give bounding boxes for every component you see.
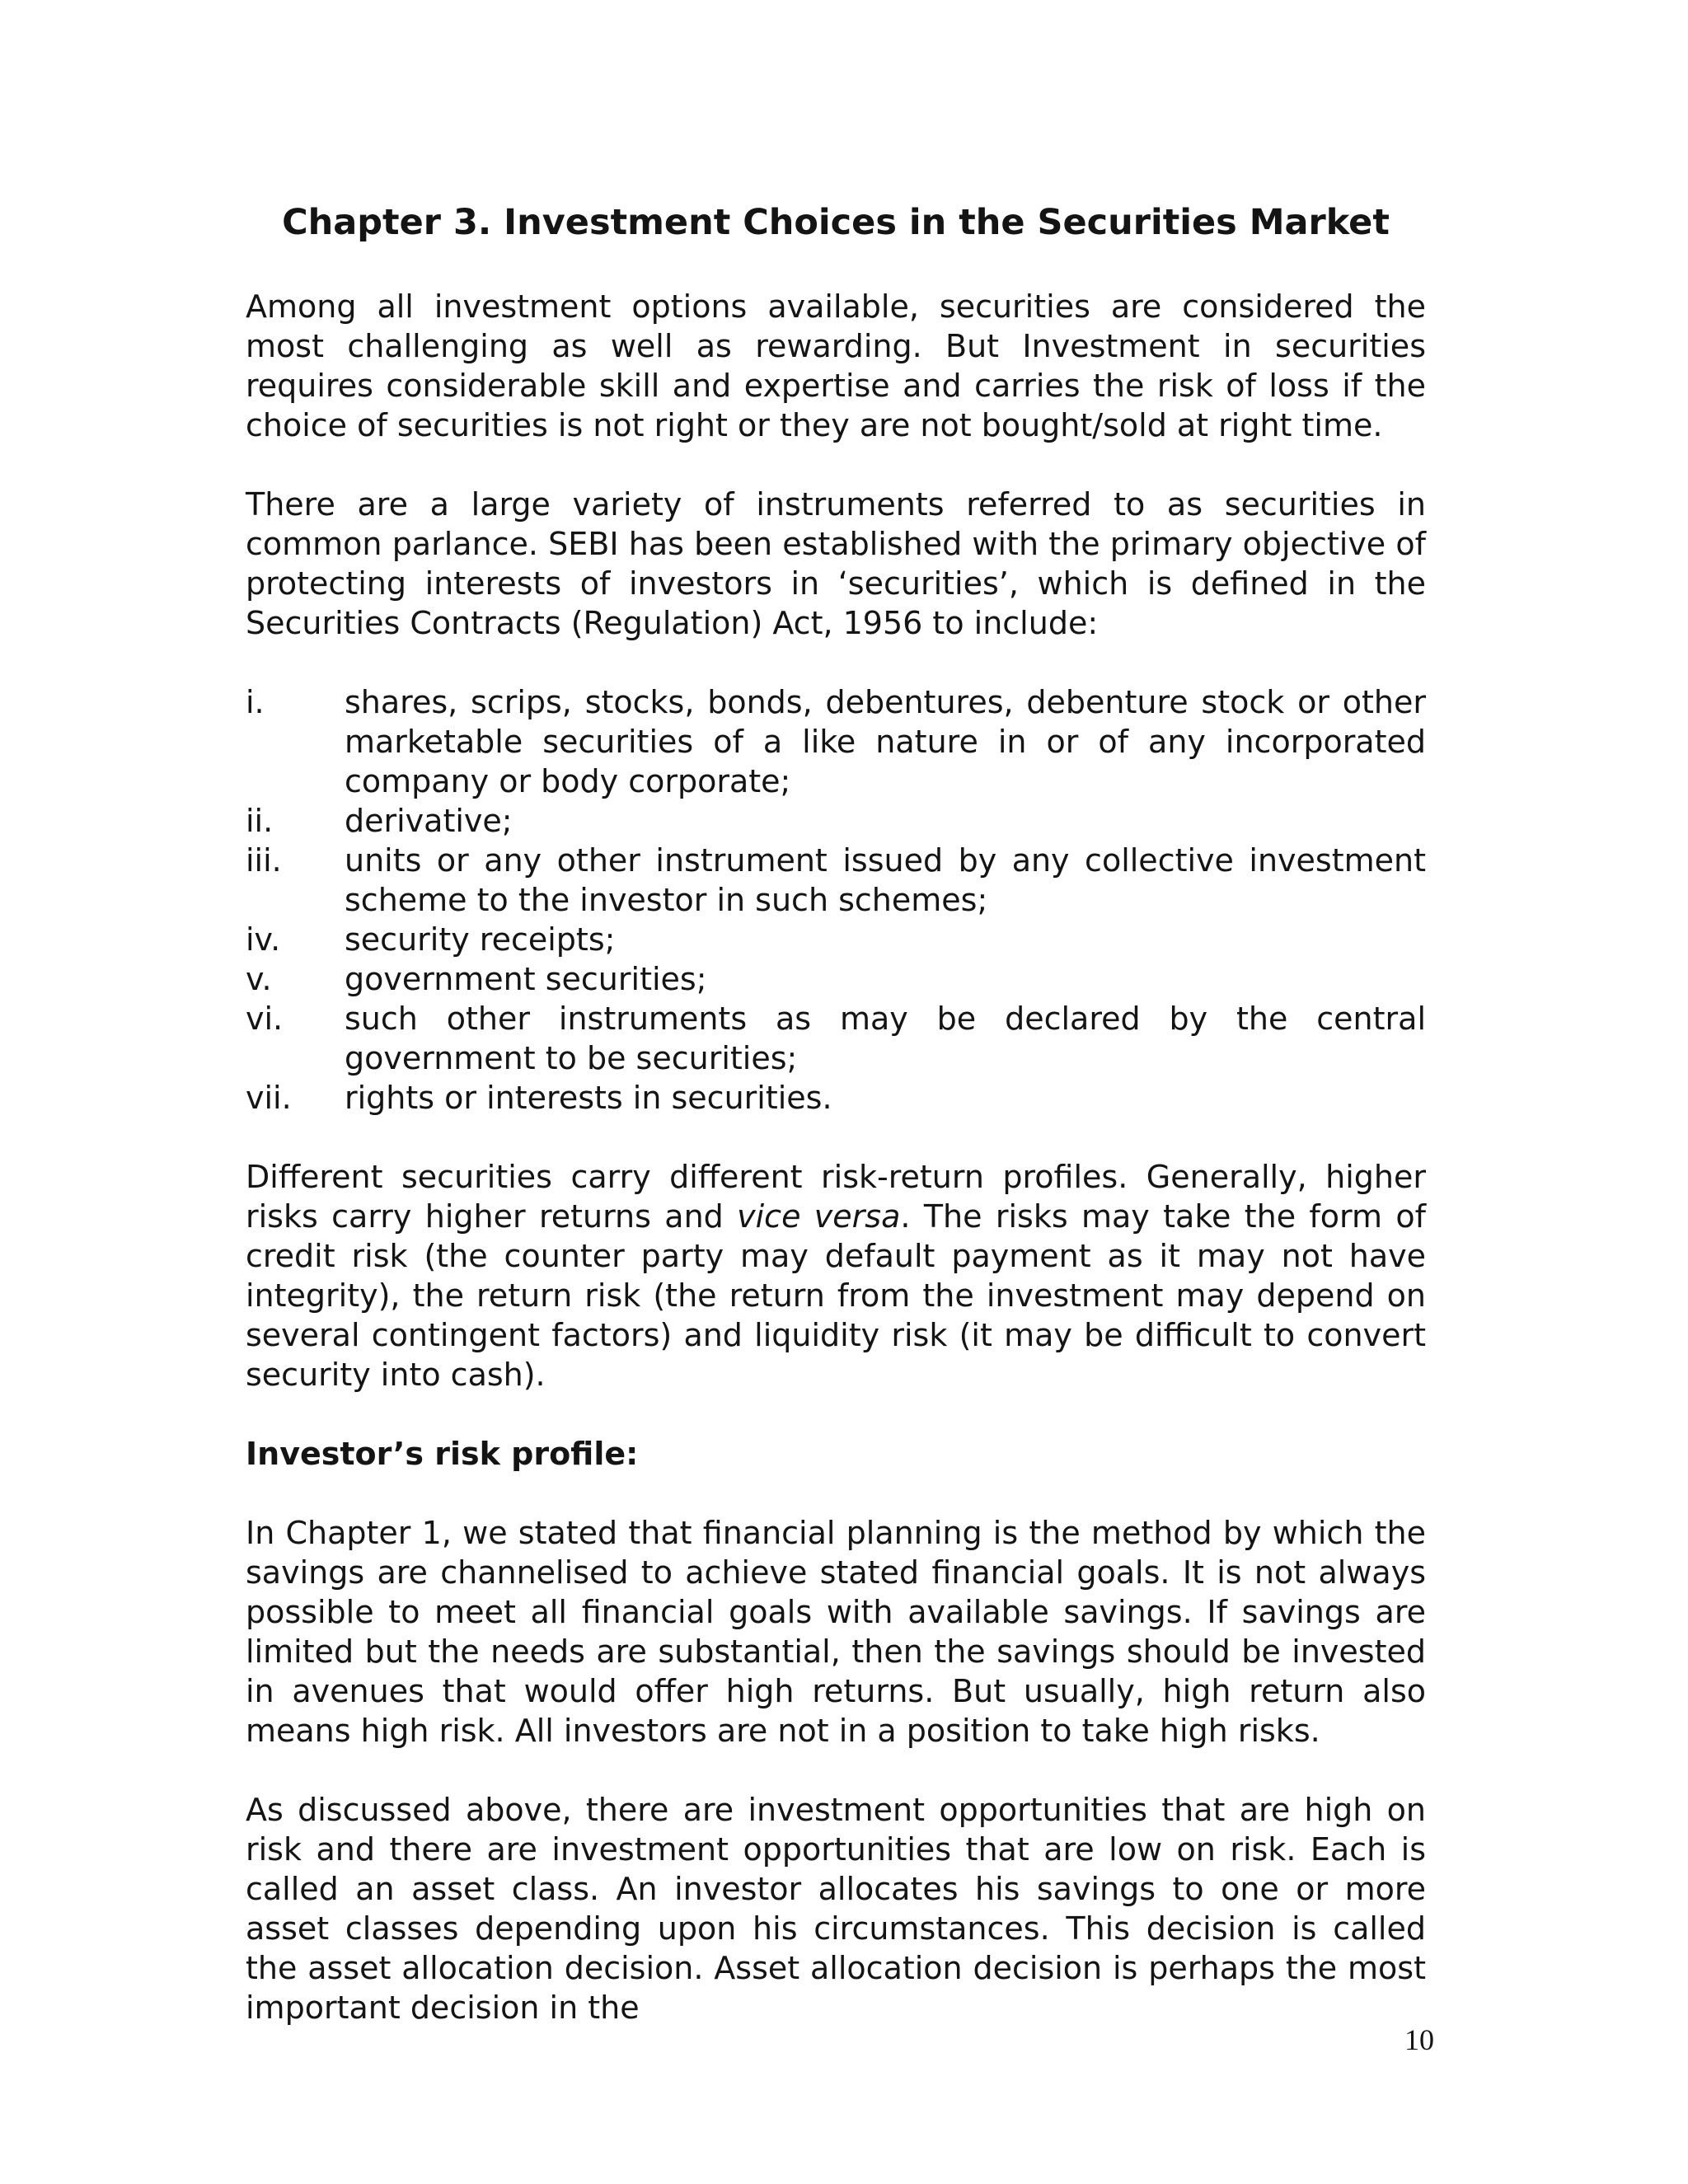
list-item	[246, 841, 1426, 920]
list-item-text: rights or interests in securities.	[345, 1080, 832, 1116]
risk-text-start: Different securities carry different risk-return profiles. Generally, higher risks carry higher returns and	[246, 1159, 1426, 1235]
list-item	[246, 801, 1426, 841]
risk-text-end: . The risks may take the form of credit risk (the counter party may default payment as it may not have integrity), the return risk (the return from the investment may depend on several contingent factors) and liquidity risk (it may be difficult to convert security into cash).	[246, 1198, 1427, 1393]
list-item-text: derivative;	[345, 803, 513, 839]
list-item-text: such other instruments as may be declared by the central government to be securities;	[345, 1001, 1426, 1076]
section-heading-risk-profile: Investor’s risk profile:	[246, 1436, 639, 1472]
list-item	[246, 1078, 1426, 1118]
intro-paragraph: Among all investment options available, securities are considered the most challenging as well as rewarding. But Investment in securities requires considerable skill and expertise and carries the risk of loss if the choice of securities is not right or they are not bought/sold at right time.	[246, 288, 1426, 443]
list-item-number: i.	[246, 684, 265, 720]
risk-return-paragraph	[246, 1157, 1426, 1394]
list-item	[246, 959, 1426, 999]
list-item-number: iv.	[246, 921, 281, 958]
financial-planning-paragraph: In Chapter 1, we stated that financial planning is the method by which the savings are channelised to achieve stated financial goals. It is not always possible to meet all financial goals with available savings. If savings are limited but the needs are substantial, then the savings should be invested in avenues that would offer high returns. But usually, high return also means high risk. All investors are not in a position to take high risks.	[246, 1515, 1426, 1749]
document-page	[246, 198, 1426, 2067]
list-item	[246, 999, 1426, 1078]
asset-allocation-paragraph: As discussed above, there are investment opportunities that are high on risk and there are investment opportunities that are low on risk. Each is called an asset class. An investor allocates his savings to one or more asset classes depending upon his circumstances. This decision is called the asset allocation decision. Asset allocation decision is perhaps the most important decision in the	[246, 1792, 1426, 2026]
list-item	[246, 682, 1426, 801]
page-number: 10	[1404, 2023, 1434, 2056]
list-item-text: units or any other instrument issued by any collective investment scheme to the investor in such schemes;	[345, 842, 1426, 918]
securities-list	[246, 682, 1426, 1118]
list-item-number: vii.	[246, 1080, 292, 1116]
list-item-text: shares, scrips, stocks, bonds, debentures, debenture stock or other marketable securities of a like nature in or of any incorporated company or body corporate;	[345, 684, 1426, 799]
list-item-number: vi.	[246, 1001, 284, 1037]
list-item-number: iii.	[246, 842, 282, 879]
risk-text-italic: vice versa	[737, 1198, 901, 1235]
list-item-text: government securities;	[345, 961, 707, 997]
list-item-number: v.	[246, 961, 272, 997]
list-item-text: security receipts;	[345, 921, 616, 958]
list-item-number: ii.	[246, 803, 274, 839]
definition-paragraph: There are a large variety of instruments referred to as securities in common parlance. SEBI has been established with the primary objective of protecting interests of investors in ‘securities’, which is defined in the Securities Contracts (Regulation) Act, 1956 to include:	[246, 486, 1426, 641]
chapter-title: Chapter 3. Investment Choices in the Securities Market	[282, 202, 1390, 243]
list-item	[246, 920, 1426, 959]
